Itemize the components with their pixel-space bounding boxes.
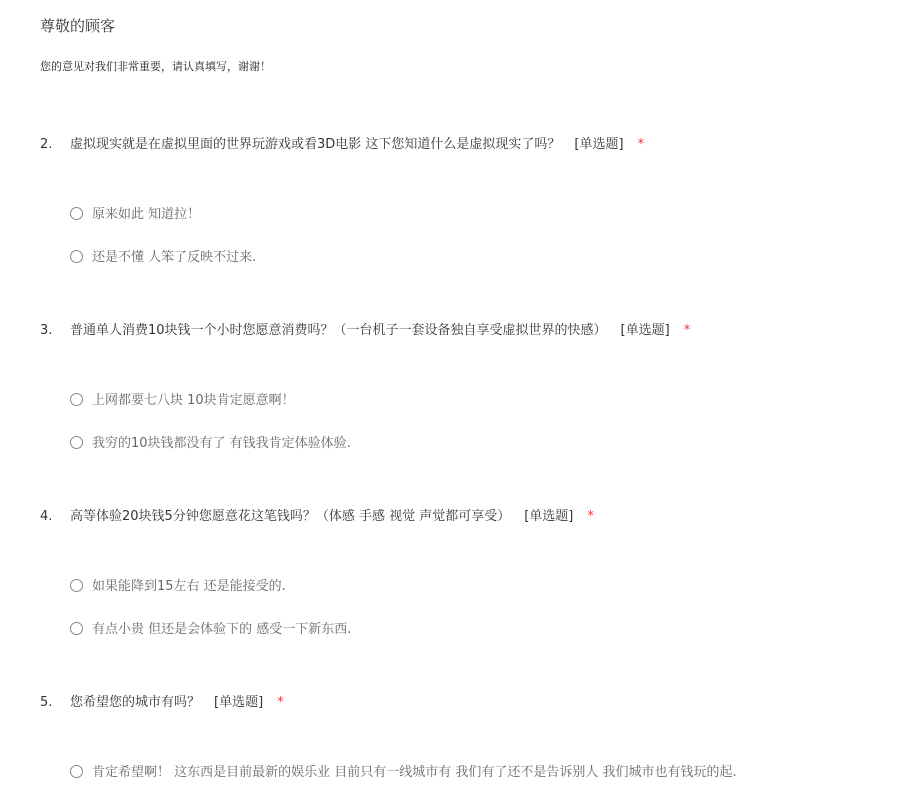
question-type: [单选题] [574, 137, 624, 152]
option-label: 有点小贵 但还是会体验下的 感受一下新东西. [92, 622, 352, 637]
required-marker: * [683, 323, 691, 338]
question-number: 4. [40, 509, 53, 524]
option-label: 上网都要七八块 10块肯定愿意啊！ [92, 393, 295, 408]
required-marker: * [277, 695, 284, 710]
option-radio[interactable] [70, 435, 351, 453]
option-radio[interactable] [70, 206, 200, 224]
option-label: 肯定希望啊！ 这东西是目前最新的娱乐业 目前只有一线城市有 我们有了还不是告诉别人 我们城市也有钱玩的起. [92, 765, 737, 780]
option-radio[interactable] [70, 578, 286, 596]
survey-intro: 您的意见对我们非常重要，请认真填写，谢谢！ [40, 60, 271, 73]
question-text: 高等体验20块钱5分钟您愿意花这笔钱吗？（体感 手感 视觉 声觉都可享受） [70, 509, 511, 524]
radio-circle-icon[interactable] [70, 622, 83, 635]
radio-circle-icon[interactable] [70, 579, 83, 592]
question-text: 您希望您的城市有吗？ [70, 695, 201, 710]
question-text: 普通单人消费10块钱一个小时您愿意消费吗？（一台机子一套设备独自享受虚拟世界的快感） [70, 323, 607, 338]
question-type: [单选题] [620, 323, 670, 338]
question-title [40, 136, 644, 154]
question-title [40, 322, 690, 340]
question-text: 虚拟现实就是在虚拟里面的世界玩游戏或看3D电影 这下您知道什么是虚拟现实了吗？ [70, 137, 561, 152]
question-title [40, 508, 594, 526]
question-type: [单选题] [214, 695, 264, 710]
question-number: 3. [40, 323, 53, 338]
question-title [40, 694, 284, 712]
radio-circle-icon[interactable] [70, 436, 83, 449]
question-type: [单选题] [524, 509, 574, 524]
survey-greeting: 尊敬的顾客 [40, 17, 116, 35]
option-label: 我穷的10块钱都没有了 有钱我肯定体验体验. [92, 436, 351, 451]
option-label: 如果能降到15左右 还是能接受的. [92, 579, 286, 594]
required-marker: * [637, 137, 645, 152]
option-radio[interactable] [70, 764, 737, 782]
option-radio[interactable] [70, 249, 256, 267]
radio-circle-icon[interactable] [70, 765, 83, 778]
option-radio[interactable] [70, 392, 295, 410]
option-label: 原来如此 知道拉！ [92, 207, 201, 222]
required-marker: * [587, 509, 594, 524]
question-number: 2. [40, 137, 53, 152]
radio-circle-icon[interactable] [70, 393, 83, 406]
question-number: 5. [40, 695, 53, 710]
radio-circle-icon[interactable] [70, 250, 83, 263]
option-label: 还是不懂 人笨了反映不过来. [92, 250, 257, 265]
option-radio[interactable] [70, 621, 351, 639]
radio-circle-icon[interactable] [70, 207, 83, 220]
